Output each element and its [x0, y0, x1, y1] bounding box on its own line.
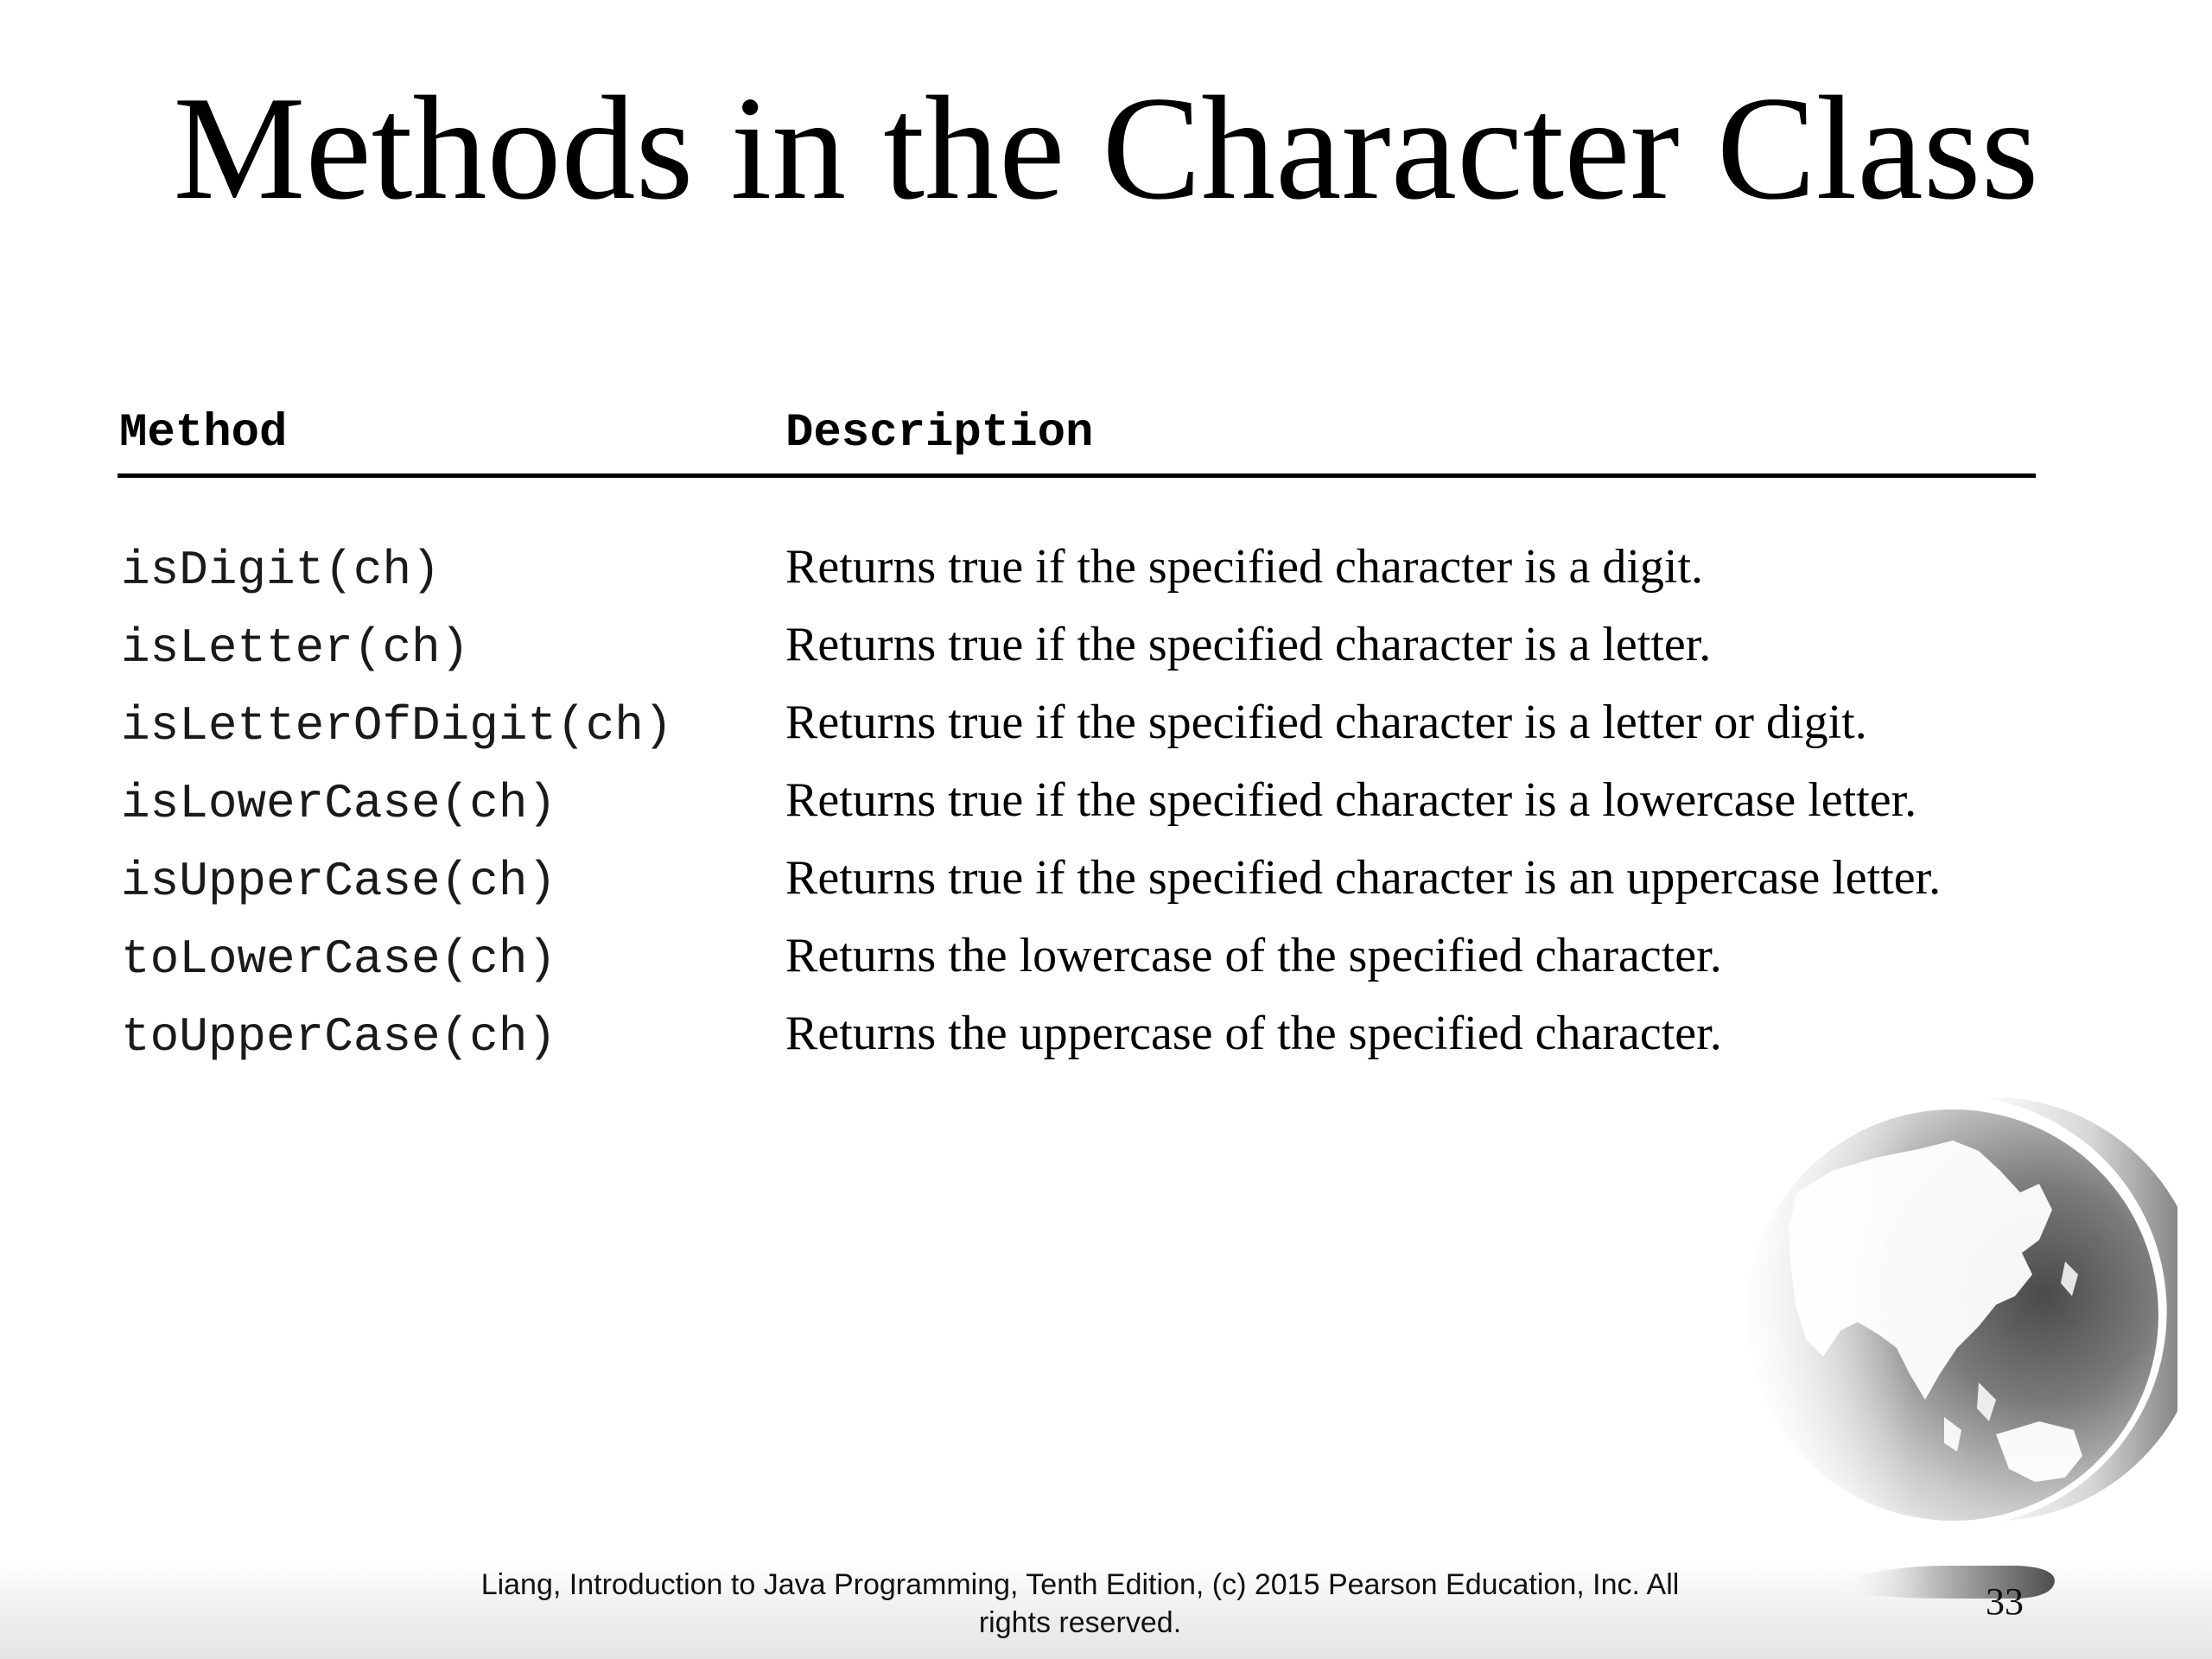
method-name: isLetter(ch) [121, 620, 470, 676]
table-row [118, 847, 2070, 925]
method-description: Returns true if the specified character is a digit. [785, 540, 1704, 594]
globe-icon [1694, 1089, 2177, 1538]
table-row [118, 769, 2070, 847]
method-description: Returns true if the specified character is a letter. [785, 618, 1712, 671]
method-description: Returns true if the specified character is a letter or digit. [785, 696, 1867, 749]
table-row [118, 1002, 2070, 1080]
table-row [118, 691, 2070, 769]
table-row [118, 925, 2070, 1002]
footer-citation [415, 1566, 1745, 1642]
method-description: Returns true if the specified character is an uppercase letter. [785, 851, 1942, 905]
table-row [118, 536, 2070, 613]
methods-table-body [118, 536, 2070, 1080]
method-name: isLowerCase(ch) [121, 776, 557, 831]
footer-citation-line1: Liang, Introduction to Java Programming, Tenth Edition, (c) 2015 Pearson Education, Inc. All [480, 1568, 1680, 1601]
table-row [118, 613, 2070, 691]
method-name: isLetterOfDigit(ch) [121, 698, 673, 753]
method-name: isDigit(ch) [121, 543, 441, 598]
method-name: toLowerCase(ch) [121, 931, 557, 987]
method-description: Returns the uppercase of the specified character. [785, 1007, 1722, 1060]
column-header-description: Description [785, 407, 1094, 460]
method-description: Returns the lowercase of the specified character. [785, 929, 1722, 982]
page-number: 33 [1986, 1580, 2024, 1623]
column-header-method: Method [119, 407, 288, 460]
method-name: toUpperCase(ch) [121, 1009, 557, 1065]
table-header [118, 399, 2036, 478]
slide-title: Methods in the Character Class [173, 67, 2039, 231]
method-description: Returns true if the specified character is a lowercase letter. [785, 773, 1917, 827]
method-name: isUpperCase(ch) [121, 854, 557, 909]
footer-citation-line2: rights reserved. [978, 1606, 1182, 1639]
